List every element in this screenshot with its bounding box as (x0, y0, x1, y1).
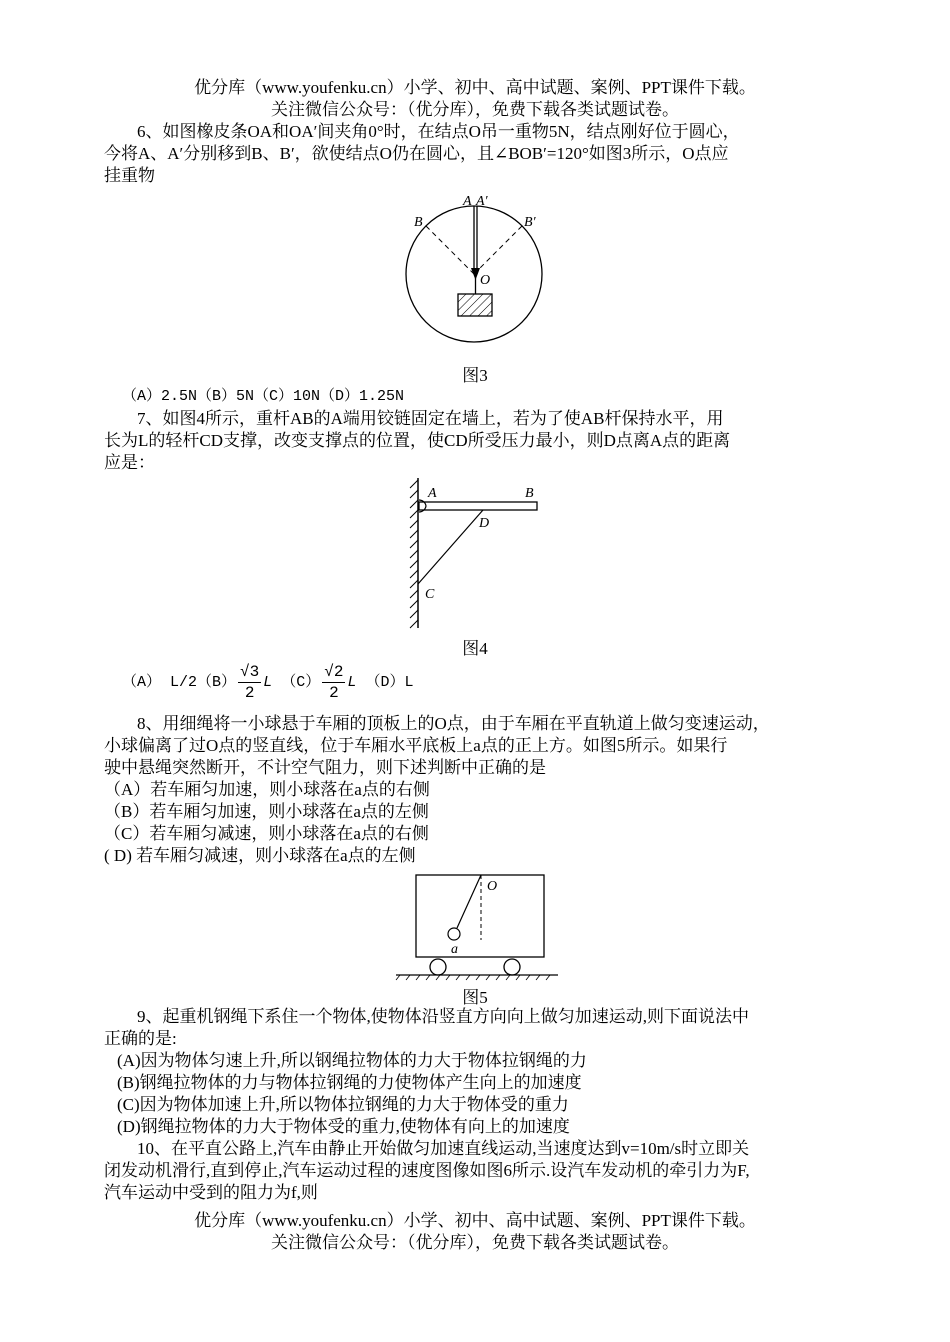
q9-text-1: 9、起重机钢绳下系住一个物体,使物体沿竖直方向向上做匀加速运动,则下面说法中 (137, 1007, 749, 1026)
q6-text-2: 今将A、A′分别移到B、B′，欲使结点O仍在圆心，且∠BOB′=120°如图3所示，O点应 (104, 144, 729, 163)
q7-options (122, 660, 414, 706)
footer-line-1: 优分库（www.youfenku.cn）小学、初中、高中试题、案例、PPT课件下载。 (194, 1211, 756, 1230)
q7-option-b-l: L (263, 674, 273, 691)
fig4-label-c: C (425, 587, 435, 602)
fig3-line-ob (426, 226, 474, 274)
q8-text-1: 8、用细绳将一小球悬于车厢的顶板上的O点，由于车厢在平直轨道上做匀变速运动， (137, 714, 770, 733)
fig3-label-o: O (480, 273, 491, 288)
fig5-label-a: a (451, 942, 458, 957)
fig4-caption: 图4 (462, 639, 488, 658)
q7-option-c-l: L (347, 674, 357, 691)
q8-option-a: （A）若车厢匀加速，则小球落在a点的右侧 (104, 780, 430, 799)
q7-option-c-numerator: √2 (324, 662, 344, 681)
q6-text-3: 挂重物 (104, 166, 155, 185)
q7-option-c-prefix: （C） (281, 674, 321, 691)
q9-option-c: (C)因为物体加速上升,所以物体拉钢绳的力大于物体受的重力 (117, 1095, 569, 1114)
fig3-line-ob-prime (474, 226, 522, 274)
fig3-caption: 图3 (462, 366, 488, 385)
q7-option-b-fraction (238, 662, 261, 703)
q10-text-2: 闭发动机滑行,直到停止,汽车运动过程的速度图像如图6所示.设汽车发动机的牵引力为F, (104, 1161, 750, 1180)
q10-text-3: 汽车运动中受到的阻力为f,则 (104, 1183, 318, 1202)
fig5-wheel-left (430, 959, 446, 975)
fig3-label-a: A (463, 194, 472, 209)
q9-option-d: (D)钢绳拉物体的力大于物体受的重力,使物体有向上的加速度 (117, 1117, 570, 1136)
fig5-caption: 图5 (462, 988, 488, 1007)
fig3-weight-block (458, 294, 492, 316)
q9-text-2: 正确的是: (104, 1029, 177, 1048)
q7-option-b-denominator: 2 (244, 683, 255, 702)
fig5-label-o: O (487, 879, 498, 894)
q8-text-2: 小球偏离了过O点的竖直线，位于车厢水平底板上a点的正上方。如图5所示。如果行 (104, 736, 728, 755)
fig5-ball (448, 928, 460, 940)
q7-text-1: 7、如图4所示，重杆AB的A端用铰链固定在墙上，若为了使AB杆保持水平，用 (137, 409, 724, 428)
q8-text-3: 驶中悬绳突然断开，不计空气阻力，则下述判断中正确的是 (104, 758, 546, 777)
q6-text-1: 6、如图橡皮条OA和OA′间夹角0°时，在结点O吊一重物5N，结点刚好位于圆心， (137, 122, 740, 141)
fig3-label-a-prime: A′ (476, 194, 488, 209)
fig4-label-d: D (479, 516, 490, 531)
q10-text-1: 10、在平直公路上,汽车由静止开始做匀加速直线运动,当速度达到v=10m/s时立即关 (137, 1139, 750, 1158)
q7-text-3: 应是： (104, 453, 155, 472)
q6-options: （A）2.5N（B）5N（C）10N（D）1.25N (122, 388, 405, 405)
fig4-rod-ab (419, 502, 537, 510)
figure-5 (392, 870, 562, 982)
fig4-rod-cd (418, 510, 483, 584)
q7-option-a: （A） L/2（B） (122, 674, 237, 691)
fig5-wheel-right (504, 959, 520, 975)
q7-option-d: （D）L (365, 674, 414, 691)
header-line-1: 优分库（www.youfenku.cn）小学、初中、高中试题、案例、PPT课件下载。 (194, 78, 756, 97)
q8-option-b: （B）若车厢匀加速，则小球落在a点的左侧 (104, 802, 429, 821)
q9-option-a: (A)因为物体匀速上升,所以钢绳拉物体的力大于物体拉钢绳的力 (117, 1051, 587, 1070)
fig4-label-b: B (525, 486, 534, 501)
q8-option-c: （C）若车厢匀减速，则小球落在a点的右侧 (104, 824, 429, 843)
fig5-string (457, 875, 481, 928)
q7-option-b-numerator: √3 (240, 662, 260, 681)
q7-text-2: 长为L的轻杆CD支撑，改变支撑点的位置，使CD所受压力最小，则D点离A点的距离 (104, 431, 731, 450)
q8-option-d: ( D) 若车厢匀减速，则小球落在a点的左侧 (104, 846, 416, 865)
fig5-carriage (416, 875, 544, 957)
fig3-label-b: B (414, 215, 423, 230)
q9-option-b: (B)钢绳拉物体的力与物体拉钢绳的力使物体产生向上的加速度 (117, 1073, 582, 1092)
q7-option-c-denominator: 2 (329, 683, 339, 702)
fig3-label-b-prime: B′ (524, 215, 536, 230)
fig4-label-a: A (428, 486, 437, 501)
q7-option-c-fraction (322, 662, 345, 703)
footer-line-2: 关注微信公众号：（优分库），免费下载各类试题试卷。 (271, 1233, 679, 1252)
figure-4 (395, 474, 555, 634)
header-line-2: 关注微信公众号：（优分库），免费下载各类试题试卷。 (271, 100, 679, 119)
figure-3 (400, 190, 550, 355)
